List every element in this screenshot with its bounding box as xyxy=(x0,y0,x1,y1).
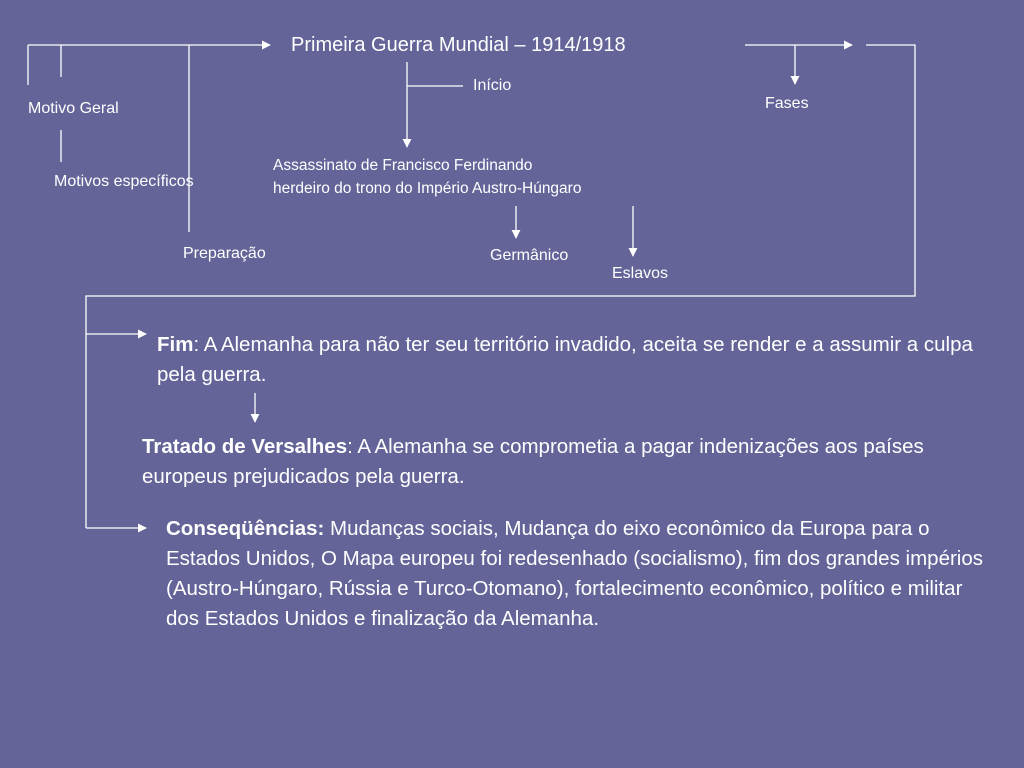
paragraph-consequencias xyxy=(166,514,1001,634)
consequencias-text: Mudanças sociais, Mudança do eixo econômico da Europa para o Estados Unidos, O Mapa europeu foi redesenhado (socialismo), fim dos grandes impérios (Austro-Húngaro, Rússia e Turco-Otomano), fortalecimento econômico, político e militar dos Estados Unidos e finalização da Alemanha. xyxy=(166,517,983,630)
paragraph-fim xyxy=(157,330,1007,390)
paragraph-tratado xyxy=(142,432,992,492)
label-assassinato-1: Assassinato de Francisco Ferdinando xyxy=(273,157,533,174)
fim-heading: Fim xyxy=(157,333,194,356)
label-fases: Fases xyxy=(765,95,809,112)
fim-text: : A Alemanha para não ter seu território invadido, aceita se render e a assumir a culpa pela guerra. xyxy=(157,333,973,386)
label-motivo-geral: Motivo Geral xyxy=(28,100,119,117)
tratado-heading: Tratado de Versalhes xyxy=(142,435,348,458)
label-assassinato-2: herdeiro do trono do Império Austro-Húngaro xyxy=(273,180,582,197)
label-germanico: Germânico xyxy=(490,247,569,264)
consequencias-heading: Conseqüências: xyxy=(166,517,325,540)
label-eslavos: Eslavos xyxy=(612,265,669,282)
label-motivos-especificos: Motivos específicos xyxy=(54,173,194,190)
diagram-title: Primeira Guerra Mundial – 1914/1918 xyxy=(291,34,626,56)
label-preparacao: Preparação xyxy=(183,245,266,262)
tratado-text: : A Alemanha se comprometia a pagar indenizações aos países europeus prejudicados pela guerra. xyxy=(142,435,924,488)
label-inicio: Início xyxy=(473,77,512,94)
